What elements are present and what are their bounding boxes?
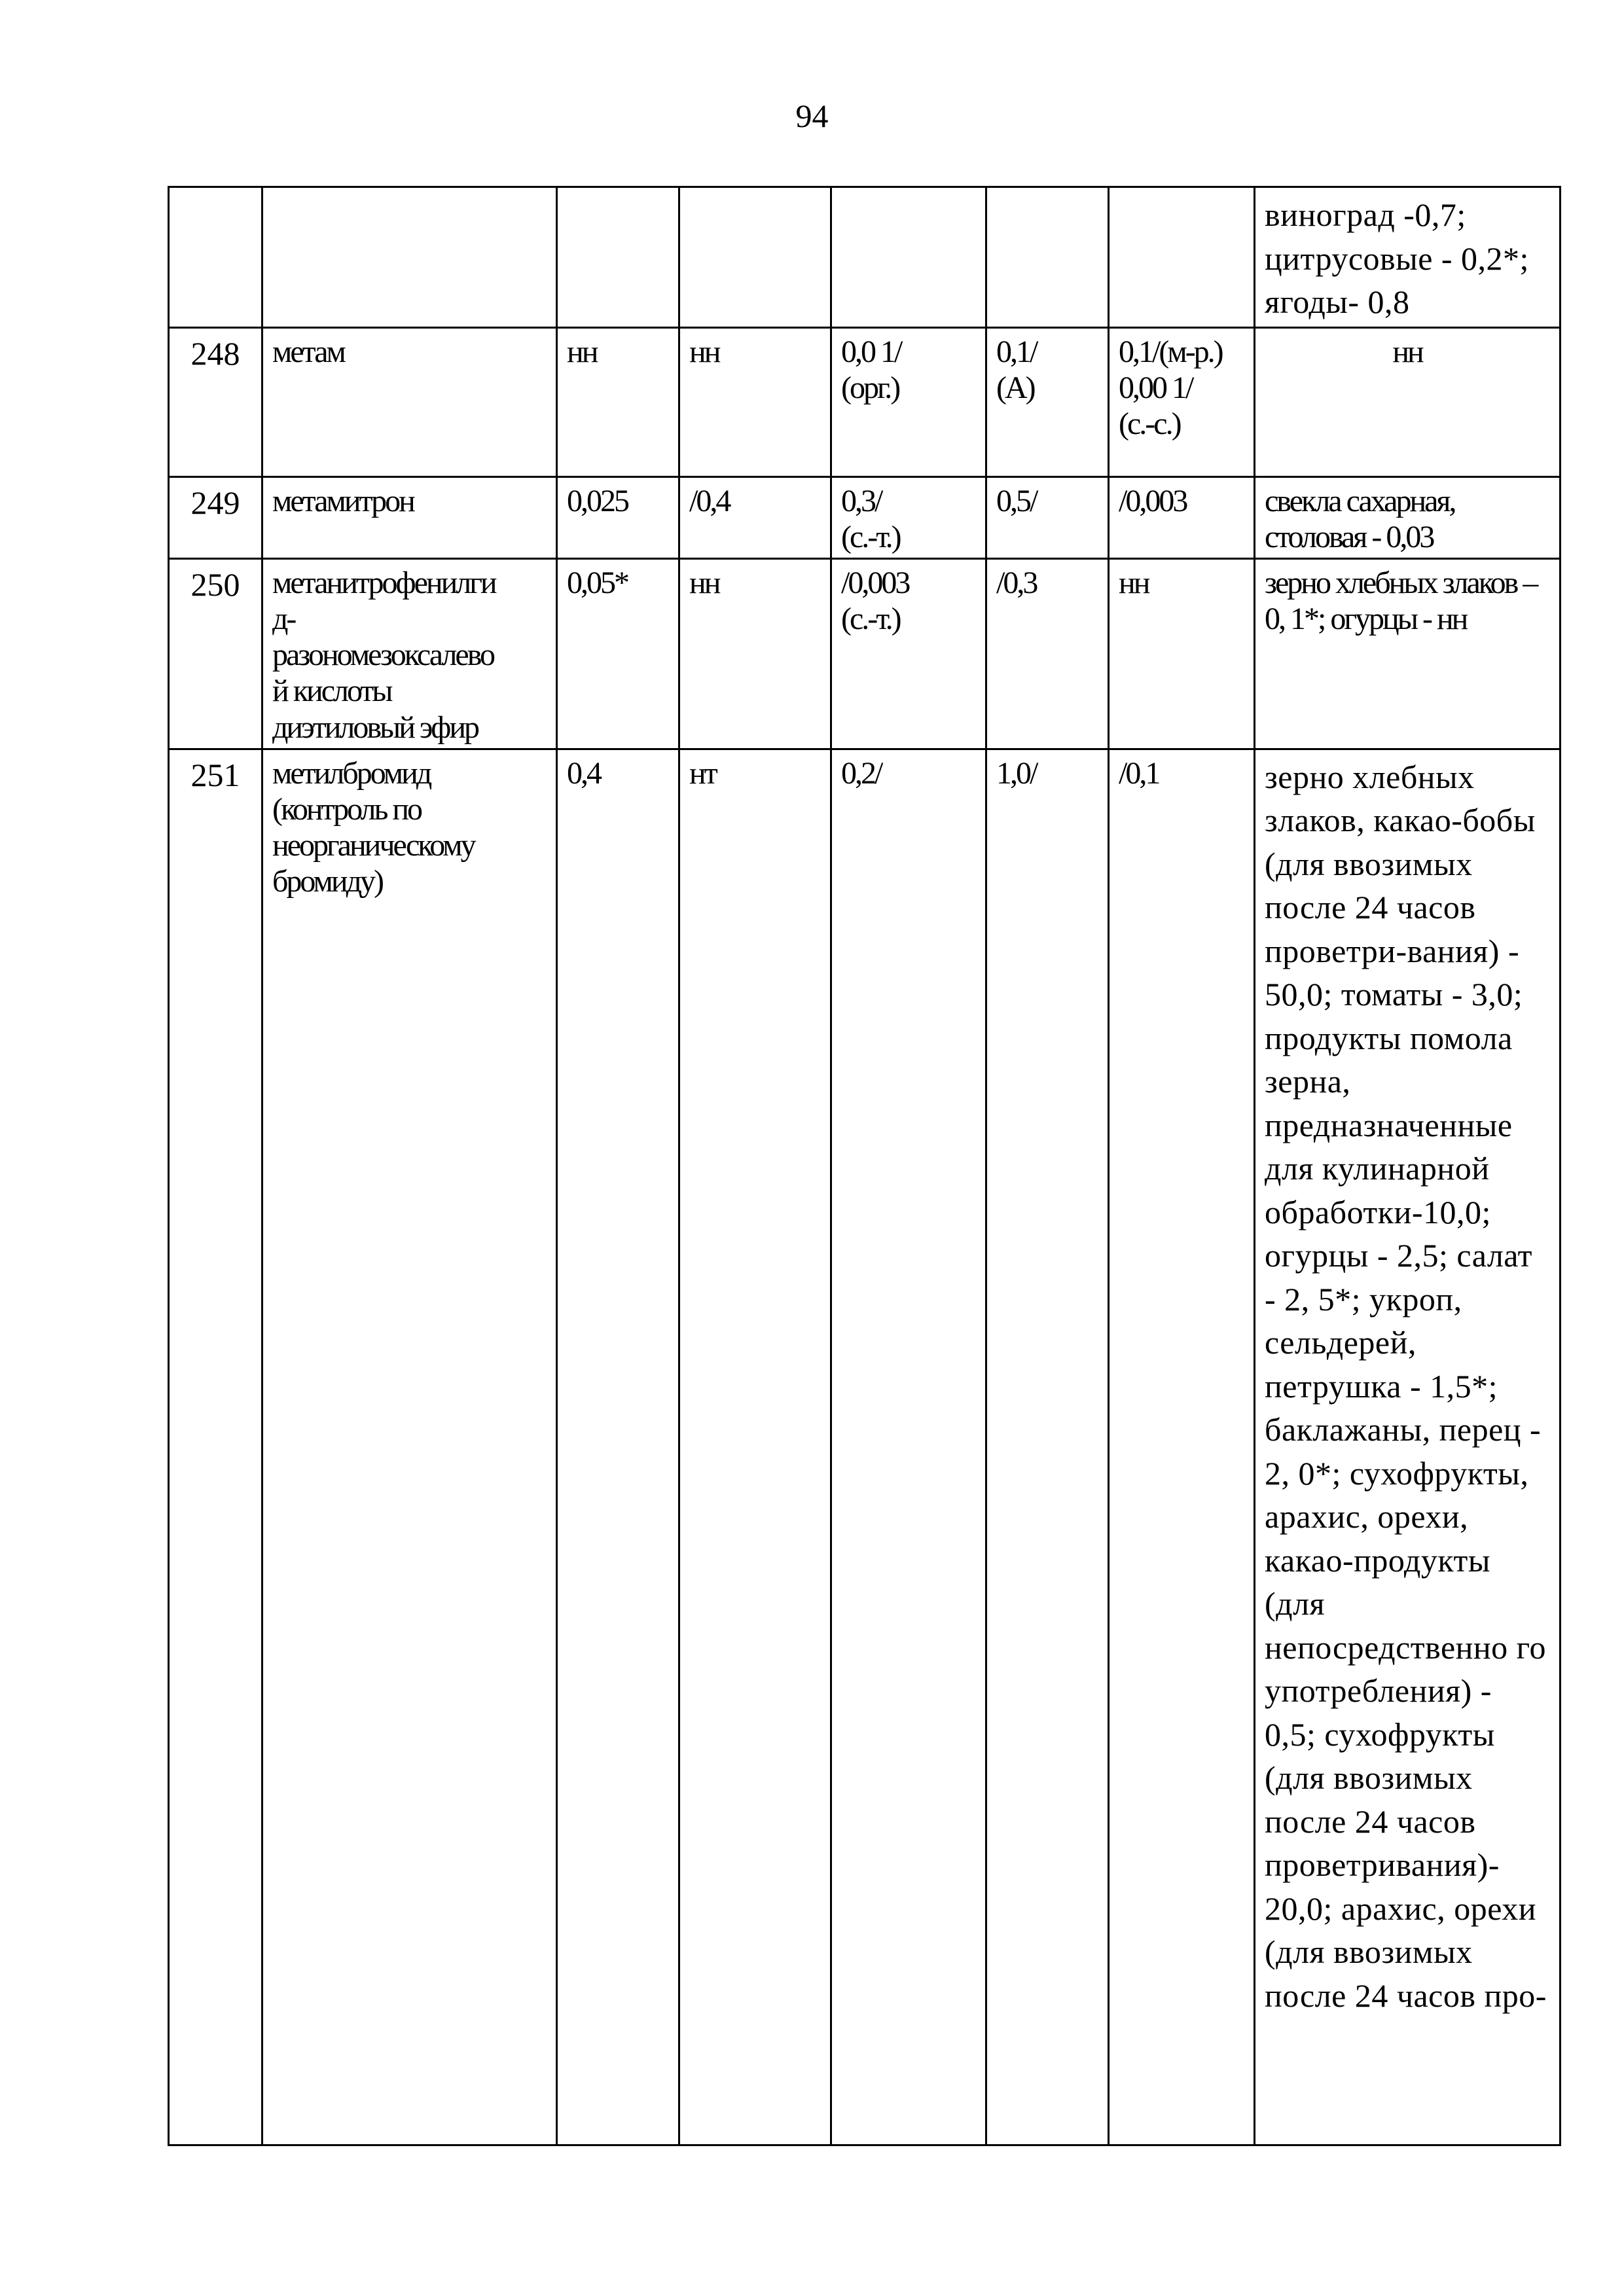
value-cell: /0,003 [1109,476,1255,558]
value-cell: /0,1 [1109,749,1255,2145]
pesticide-table [168,186,1561,2146]
substance-name-cell: метамитрон [262,476,557,558]
value-cell: 0,05* [557,558,679,749]
products-cell: зерно хлебных злаков, какао-бобы (для ввозимых после 24 часов проветри-вания) - 50,0; томаты - 3,0; продукты помола зерна, предназначенные для кулинарной обработки-10,0; огурцы - 2,5; салат - 2, 5*; укроп, сельдерей, петрушка - 1,5*; баклажаны, перец - 2, 0*; сухофрукты, арахис, орехи, какао-продукты (для непосредственно го употребления) - 0,5; сухофрукты (для ввозимых после 24 часов проветривания)- 20,0; арахис, орехи (для ввозимых после 24 часов про- [1255,749,1561,2145]
value-cell: нн [679,327,831,476]
value-cell: /0,003 (с.-т.) [831,558,986,749]
row-number-cell: 248 [169,327,262,476]
value-cell: 0,0 1/ (орг.) [831,327,986,476]
value-cell: 1,0/ [986,749,1109,2145]
value-cell [986,187,1109,328]
value-cell: 0,5/ [986,476,1109,558]
value-cell: нн [557,327,679,476]
value-cell [1109,187,1255,328]
substance-name-cell: метилбромид (контроль по неорганическому бромиду) [262,749,557,2145]
table-row [169,558,1561,749]
value-cell: нн [1109,558,1255,749]
value-cell: /0,3 [986,558,1109,749]
value-cell: 0,3/ (с.-т.) [831,476,986,558]
table-row [169,476,1561,558]
value-cell: 0,025 [557,476,679,558]
value-cell [679,187,831,328]
products-cell: нн [1255,327,1561,476]
row-number-cell: 251 [169,749,262,2145]
value-cell: нт [679,749,831,2145]
row-number-cell [169,187,262,328]
substance-name-cell: метанитрофенилги д- разономезоксалево й кислоты диэтиловый эфир [262,558,557,749]
table-row [169,749,1561,2145]
substance-name-cell [262,187,557,328]
value-cell: нн [679,558,831,749]
page-number: 94 [795,98,829,134]
value-cell: 0,4 [557,749,679,2145]
value-cell: 0,2/ [831,749,986,2145]
substance-name-cell: метам [262,327,557,476]
value-cell: 0,1/ (А) [986,327,1109,476]
value-cell [557,187,679,328]
value-cell: /0,4 [679,476,831,558]
products-cell: виноград -0,7; цитрусовые - 0,2*; ягоды- 0,8 [1255,187,1561,328]
value-cell [831,187,986,328]
table-row [169,327,1561,476]
value-cell: 0,1/(м-р.) 0,00 1/ (с.-с.) [1109,327,1255,476]
products-cell: свекла сахарная, столовая - 0,03 [1255,476,1561,558]
row-number-cell: 250 [169,558,262,749]
table-row [169,187,1561,328]
products-cell: зерно хлебных злаков – 0, 1*; огурцы - нн [1255,558,1561,749]
row-number-cell: 249 [169,476,262,558]
